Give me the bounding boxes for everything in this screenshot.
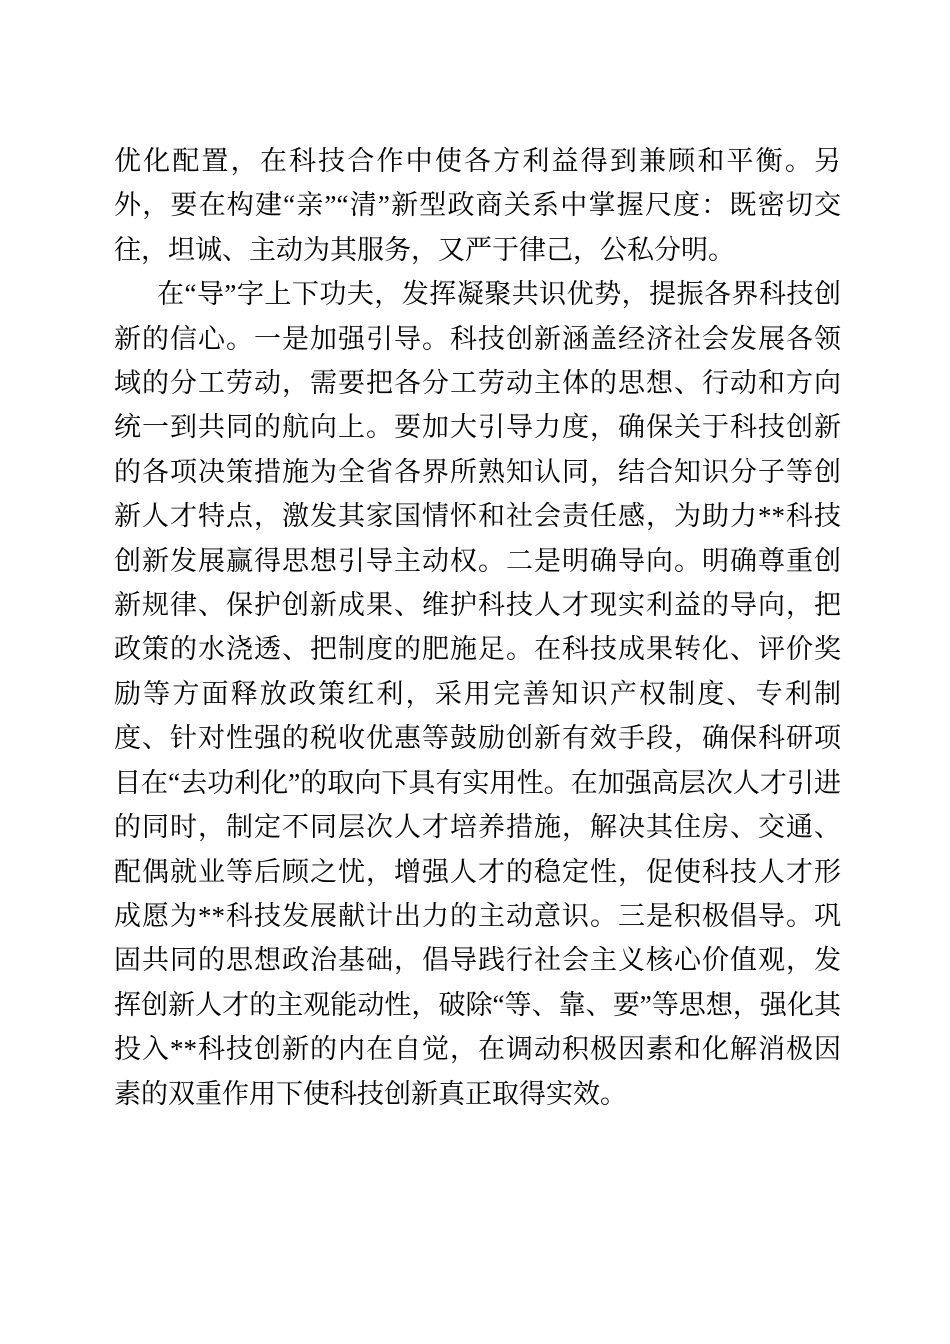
document-body	[114, 139, 841, 1116]
paragraph-continuation: 优化配置，在科技合作中使各方利益得到兼顾和平衡。另外，要在构建“亲”“清”新型政商关系中掌握尺度：既密切交往，坦诚、主动为其服务，又严于律己，公私分明。	[114, 146, 841, 265]
paragraph-body: 在“导”字上下功夫，发挥凝聚共识优势，提振各界科技创新的信心。一是加强引导。科技创新涵盖经济社会发展各领域的分工劳动，需要把各分工劳动主体的思想、行动和方向统一到共同的航向上。要加大引导力度，确保关于科技创新的各项决策措施为全省各界所熟知认同，结合知识分子等创新人才特点，激发其家国情怀和社会责任感，为助力**科技创新发展赢得思想引导主动权。二是明确导向。明确尊重创新规律、保护创新成果、维护科技人才现实利益的导向，把政策的水浇透、把制度的肥施足。在科技成果转化、评价奖励等方面释放政策红利，采用完善知识产权制度、专利制度、针对性强的税收优惠等鼓励创新有效手段，确保科研项目在“去功利化”的取向下具有实用性。在加强高层次人才引进的同时，制定不同层次人才培养措施，解决其住房、交通、配偶就业等后顾之忧，增强人才的稳定性，促使科技人才形成愿为**科技发展献计出力的主动意识。三是积极倡导。巩固共同的思想政治基础，倡导践行社会主义核心价值观，发挥创新人才的主观能动性，破除“等、靠、要”等思想，强化其投入**科技创新的内在自觉，在调动积极因素和化解消极因素的双重作用下使科技创新真正取得实效。	[114, 279, 841, 1109]
